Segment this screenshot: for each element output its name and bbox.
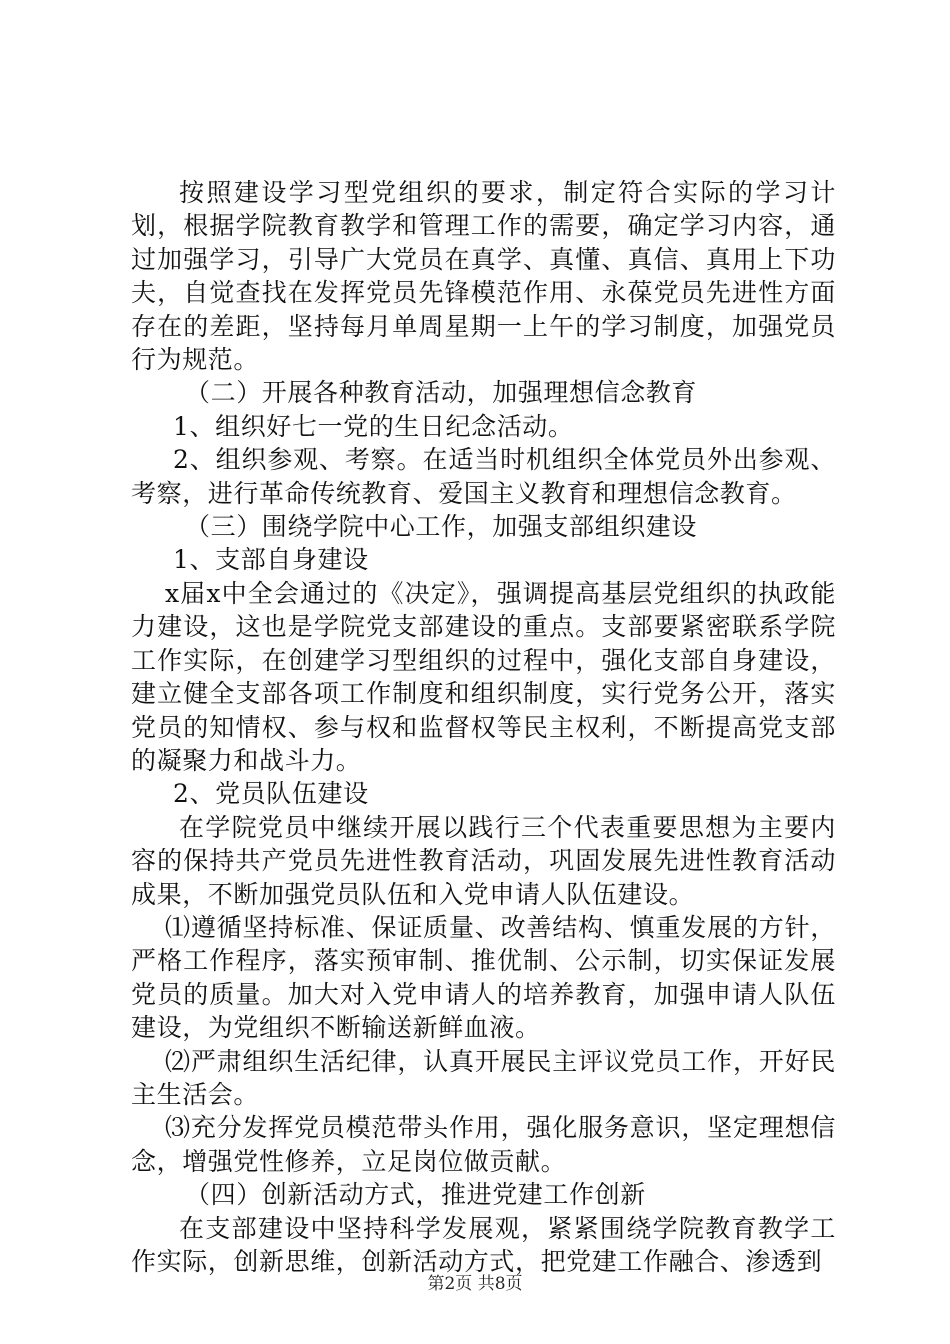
page-number: 第2页 共8页 [427,1274,523,1294]
paragraph-branch-building: x届x中全会通过的《决定》，强调提高基层党组织的执政能力建设，这也是学院党支部建设的重点。支部要紧密联系学院工作实际，在创建学习型组织的过程中，强化支部自身建设，建立健全支部各项工作制度和组织制度，实行党务公开，落实党员的知情权、参与权和监督权等民主权利，不断提高党支部的凝聚力和战斗力。 [131,578,836,775]
paragraph-member-team: 在学院党员中继续开展以践行三个代表重要思想为主要内容的保持共产党员先进性教育活动，巩固发展先进性教育活动成果，不断加强党员队伍和入党申请人队伍建设。 [131,812,836,909]
list-item-3: ⑶充分发挥党员模范带头作用，强化服务意识，坚定理想信念，增强党性修养，立足岗位做贡献。 [131,1113,836,1176]
section-heading-2: （二）开展各种教育活动，加强理想信念教育 [185,378,698,408]
list-item-visits: 2、组织参观、考察。在适当时机组织全体党员外出参观、考察，进行革命传统教育、爱国主义教育和理想信念教育。 [131,445,836,508]
list-item-1: ⑴遵循坚持标准、保证质量、改善结构、慎重发展的方针，严格工作程序，落实预审制、推优制、公示制，切实保证发展党员的质量。加大对入党申请人的培养教育，加强申请人队伍建设，为党组织不断输送新鲜血液。 [131,912,836,1043]
list-item-july-first: 1、组织好七一党的生日纪念活动。 [173,411,574,441]
paragraph-innovation: 在支部建设中坚持科学发展观，紧紧围绕学院教育教学工作实际，创新思维，创新活动方式，把党建工作融合、渗透到 [131,1213,836,1276]
paragraph-study-plan: 按照建设学习型党组织的要求，制定符合实际的学习计划，根据学院教育教学和管理工作的需要，确定学习内容，通过加强学习，引导广大党员在真学、真懂、真信、真用上下功夫，自觉查找在发挥党员先锋模范作用、永葆党员先进性方面存在的差距，坚持每月单周星期一上午的学习制度，加强党员行为规范。 [131,178,836,375]
subheading-branch-building: 1、支部自身建设 [173,545,369,575]
document-body [131,176,836,1278]
list-item-2: ⑵严肃组织生活纪律，认真开展民主评议党员工作，开好民主生活会。 [131,1046,836,1109]
subheading-member-team: 2、党员队伍建设 [173,779,369,809]
section-heading-3: （三）围绕学院中心工作，加强支部组织建设 [185,512,698,542]
section-heading-4: （四）创新活动方式，推进党建工作创新 [185,1180,646,1210]
